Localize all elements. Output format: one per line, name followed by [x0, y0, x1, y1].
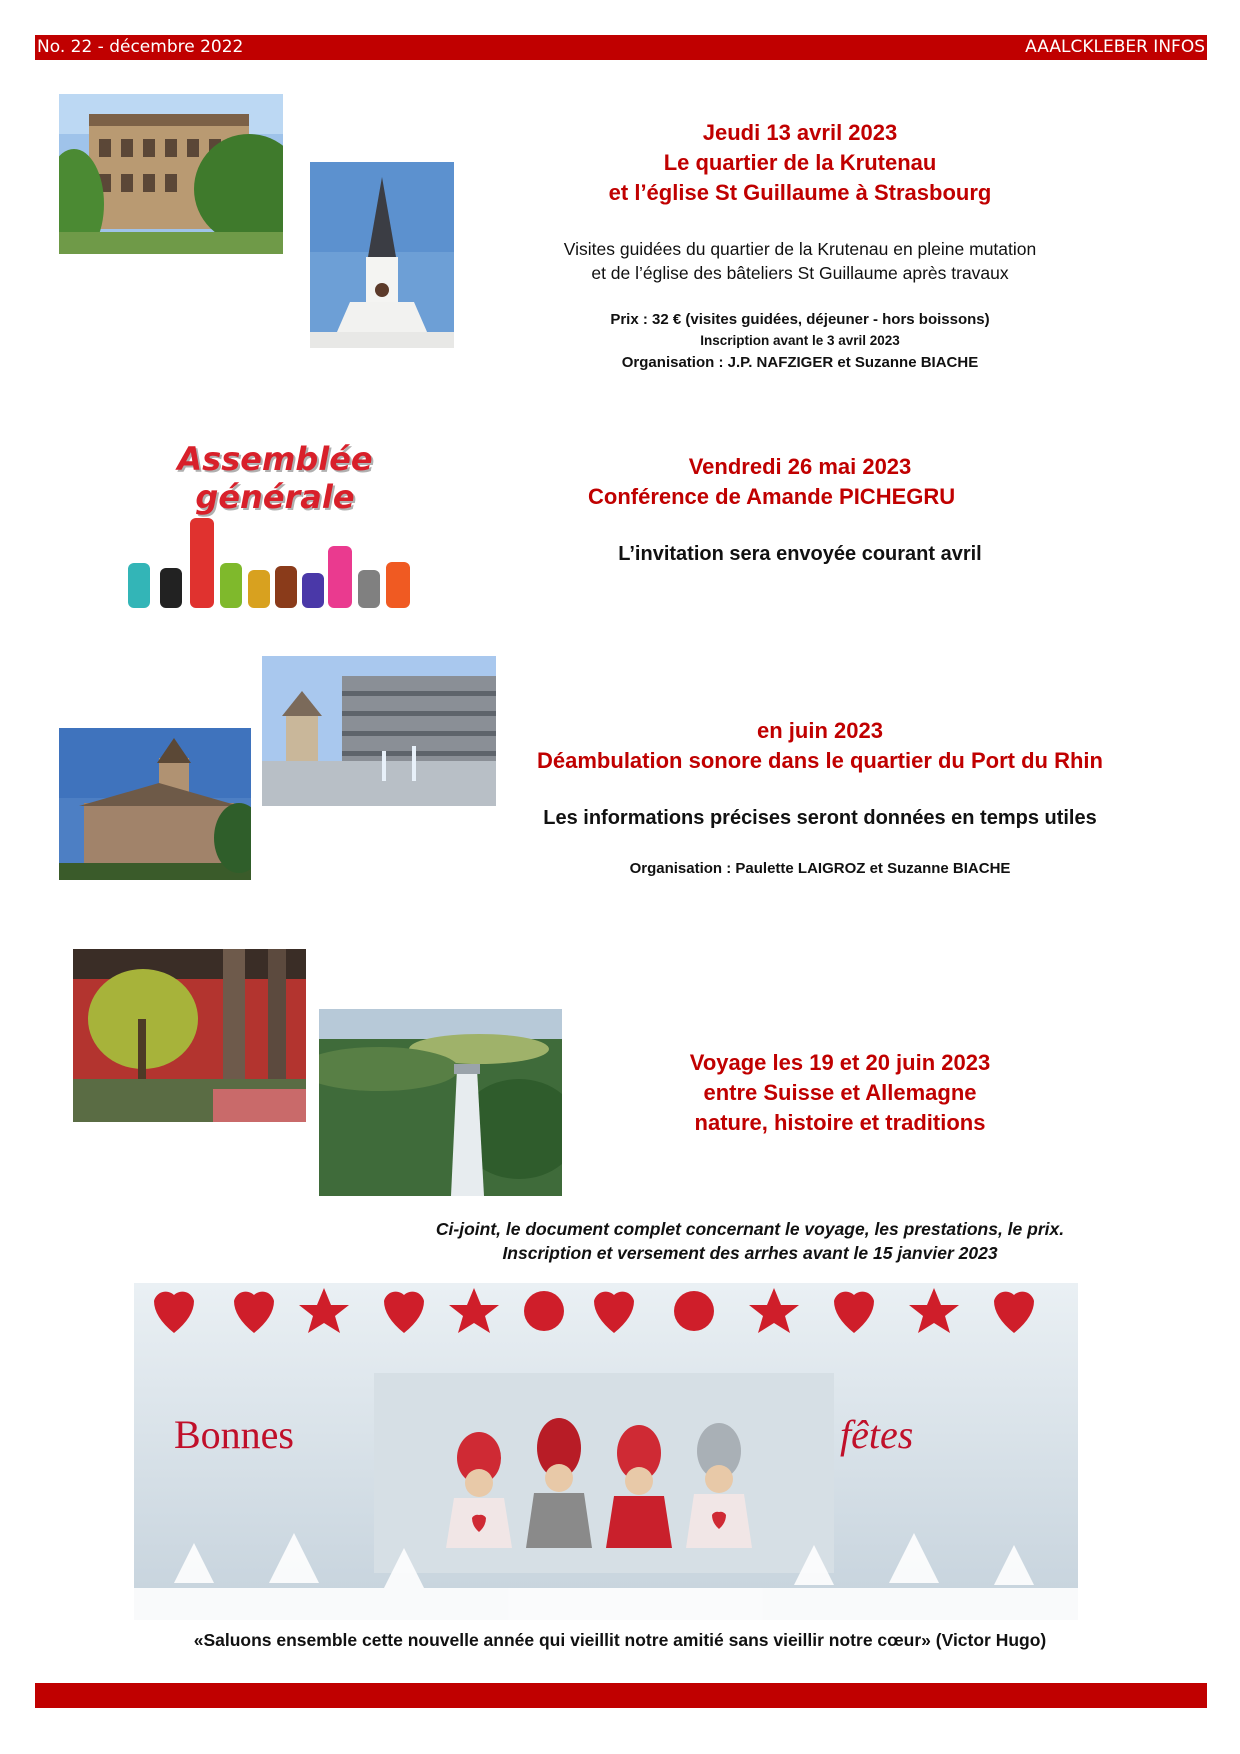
logo-line2: générale — [195, 478, 355, 516]
building-photo — [59, 94, 283, 254]
victor-hugo-quote: «Saluons ensemble cette nouvelle année qui vieillit notre amitié sans vieillir notre cœur» (Victor Hugo) — [193, 1630, 1047, 1650]
banner-word-right: fêtes — [840, 1412, 914, 1457]
header-bar — [35, 35, 1207, 60]
event4-note-line1: Ci-joint, le document complet concernant le voyage, les prestations, le prix. — [435, 1219, 1065, 1239]
event1-desc-line2: et de l’église des bâteliers St Guillaume après travaux — [591, 263, 1009, 283]
event3-title: Déambulation sonore dans le quartier du Port du Rhin — [537, 748, 1103, 773]
event4-note-line2: Inscription et versement des arrhes avant le 15 janvier 2023 — [502, 1243, 998, 1263]
event1-title-line2: et l’église St Guillaume à Strasbourg — [608, 180, 992, 205]
event2-note: L’invitation sera envoyée courant avril — [618, 543, 982, 565]
event3-date: en juin 2023 — [757, 718, 883, 743]
church-photo — [310, 162, 454, 348]
event3-note: Les informations précises seront données en temps utiles — [543, 807, 1097, 829]
tower-aerial-photo — [319, 1009, 562, 1196]
publication-title: AAALCKLEBER INFOS — [1025, 37, 1205, 57]
event2-date: Vendredi 26 mai 2023 — [688, 454, 912, 479]
assemblee-generale-logo — [120, 440, 430, 620]
port-du-rhin-photo — [262, 656, 496, 806]
event1-organisers: Organisation : J.P. NAFZIGER et Suzanne BIACHE — [621, 354, 979, 371]
logo-line1: Assemblée — [177, 440, 373, 478]
castle-photo — [59, 728, 251, 880]
banner-word-left: Bonnes — [174, 1412, 294, 1457]
event1-title-line1: Le quartier de la Krutenau — [663, 150, 937, 175]
cloister-photo — [73, 949, 306, 1122]
footer-bar — [35, 1683, 1207, 1708]
event1-desc-line1: Visites guidées du quartier de la Krutenau en pleine mutation — [563, 239, 1037, 259]
holiday-banner — [134, 1283, 1078, 1620]
event1-deadline: Inscription avant le 3 avril 2023 — [700, 333, 900, 348]
event1-price: Prix : 32 € (visites guidées, déjeuner - hors boissons) — [610, 311, 990, 328]
event4-title-line2: entre Suisse et Allemagne — [703, 1080, 977, 1105]
issue-label: No. 22 - décembre 2022 — [37, 37, 244, 57]
event3-organisers: Organisation : Paulette LAIGROZ et Suzanne BIACHE — [629, 860, 1011, 877]
raised-hands-icon — [120, 518, 430, 618]
event1-date: Jeudi 13 avril 2023 — [702, 120, 898, 145]
event2-title: Conférence de Amande PICHEGRU — [588, 484, 956, 509]
event4-title-line1: Voyage les 19 et 20 juin 2023 — [689, 1050, 991, 1075]
event4-title-line3: nature, histoire et traditions — [694, 1110, 986, 1135]
